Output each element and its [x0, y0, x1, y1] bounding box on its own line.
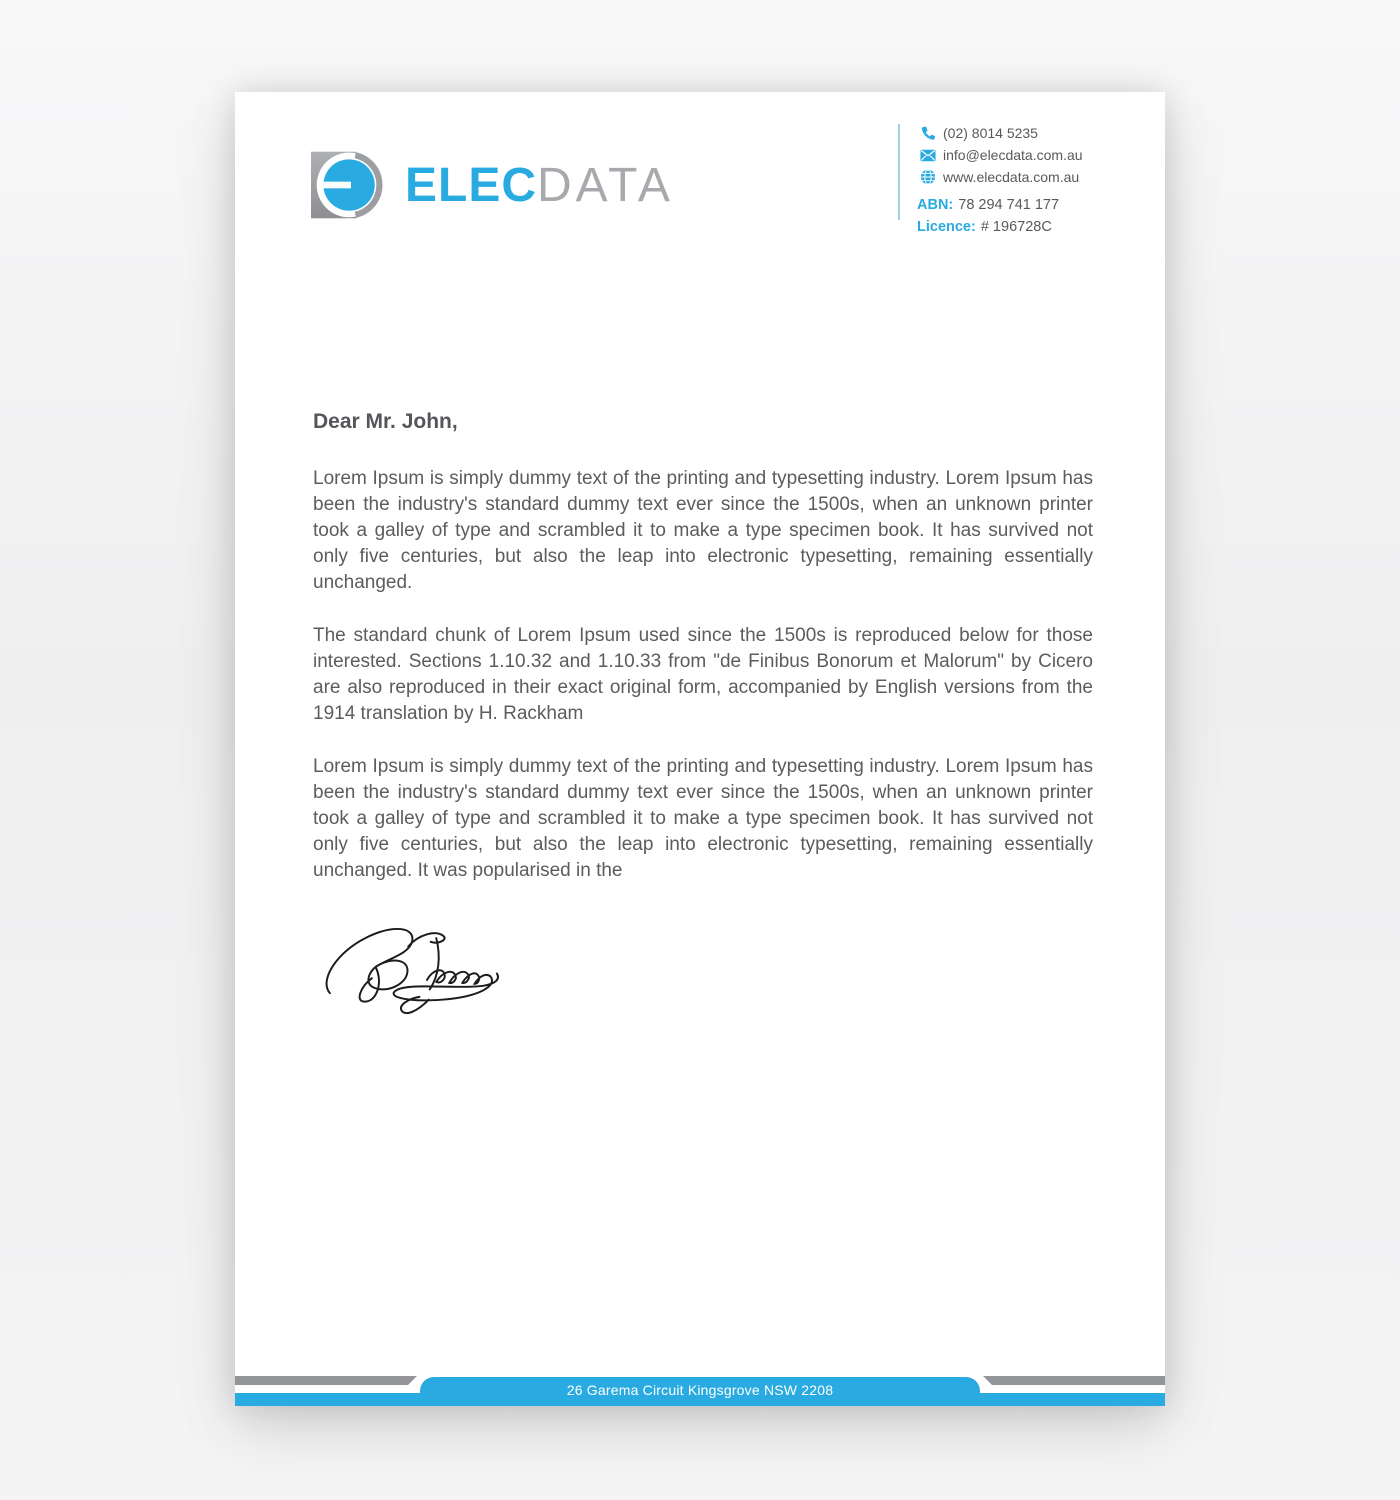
footer-address: 26 Garema Circuit Kingsgrove NSW 2208: [566, 1381, 834, 1398]
logo-text-data: DATA: [537, 158, 674, 212]
paragraph-3: Lorem Ipsum is simply dummy text of the printing and typesetting industry. Lorem Ipsum has been the industry's standard dummy text ever since the 1500s, when an unknown printer took a galley of type and scrambled it to make a type specimen book. It has survived not only five centuries, but also the leap into electronic typesetting, remaining essentially unchanged. It was popularised in the: [313, 756, 1093, 881]
company-name: [405, 158, 674, 213]
envelope-icon: [919, 147, 936, 164]
email-address: info@elecdata.com.au: [943, 147, 1083, 163]
contact-phone-row: [919, 122, 1138, 144]
contact-divider-rule: [898, 124, 900, 220]
handwritten-signature: [317, 911, 507, 1023]
paragraph-1: Lorem Ipsum is simply dummy text of the printing and typesetting industry. Lorem Ipsum has been the industry's standard dummy text ever since the 1500s, when an unknown printer took a galley of type and scrambled it to make a type specimen book. It has survived not only five centuries, but also the leap into electronic typesetting, remaining essentially unchanged.: [313, 468, 1093, 593]
licence-value: # 196728C: [980, 219, 1052, 235]
page-footer: [235, 1376, 1165, 1406]
website-url: www.elecdata.com.au: [943, 169, 1080, 185]
abn-value: 78 294 741 177: [958, 197, 1060, 213]
footer-gray-stripe-right: [983, 1376, 1165, 1385]
letter-body: [313, 410, 1093, 1023]
letter-page: [235, 92, 1165, 1406]
elecdata-logo-icon: [311, 148, 389, 222]
footer-address-tab: [420, 1377, 980, 1406]
logo-text-elec: ELEC: [405, 158, 538, 212]
company-logo: [311, 148, 674, 222]
paragraph-2: The standard chunk of Lorem Ipsum used since the 1500s is reproduced below for those interested. Sections 1.10.32 and 1.10.33 from "de Finibus Bonorum et Malorum" by Cicero are also reproduced in their exact original form, accompanied by English versions from the 1914 translation by H. Rackham: [313, 625, 1093, 724]
footer-gray-stripe-left: [235, 1376, 417, 1385]
licence-label: Licence:: [917, 219, 976, 235]
globe-icon: [919, 169, 936, 186]
salutation: Dear Mr. John,: [313, 410, 458, 433]
licence-row: [917, 216, 1138, 238]
abn-row: [917, 194, 1138, 216]
contact-block: [898, 122, 1138, 238]
abn-label: ABN:: [917, 197, 954, 213]
contact-website-row: [919, 166, 1138, 188]
contact-email-row: [919, 144, 1138, 166]
phone-handset-icon: [919, 125, 936, 142]
phone-number: (02) 8014 5235: [943, 125, 1038, 141]
